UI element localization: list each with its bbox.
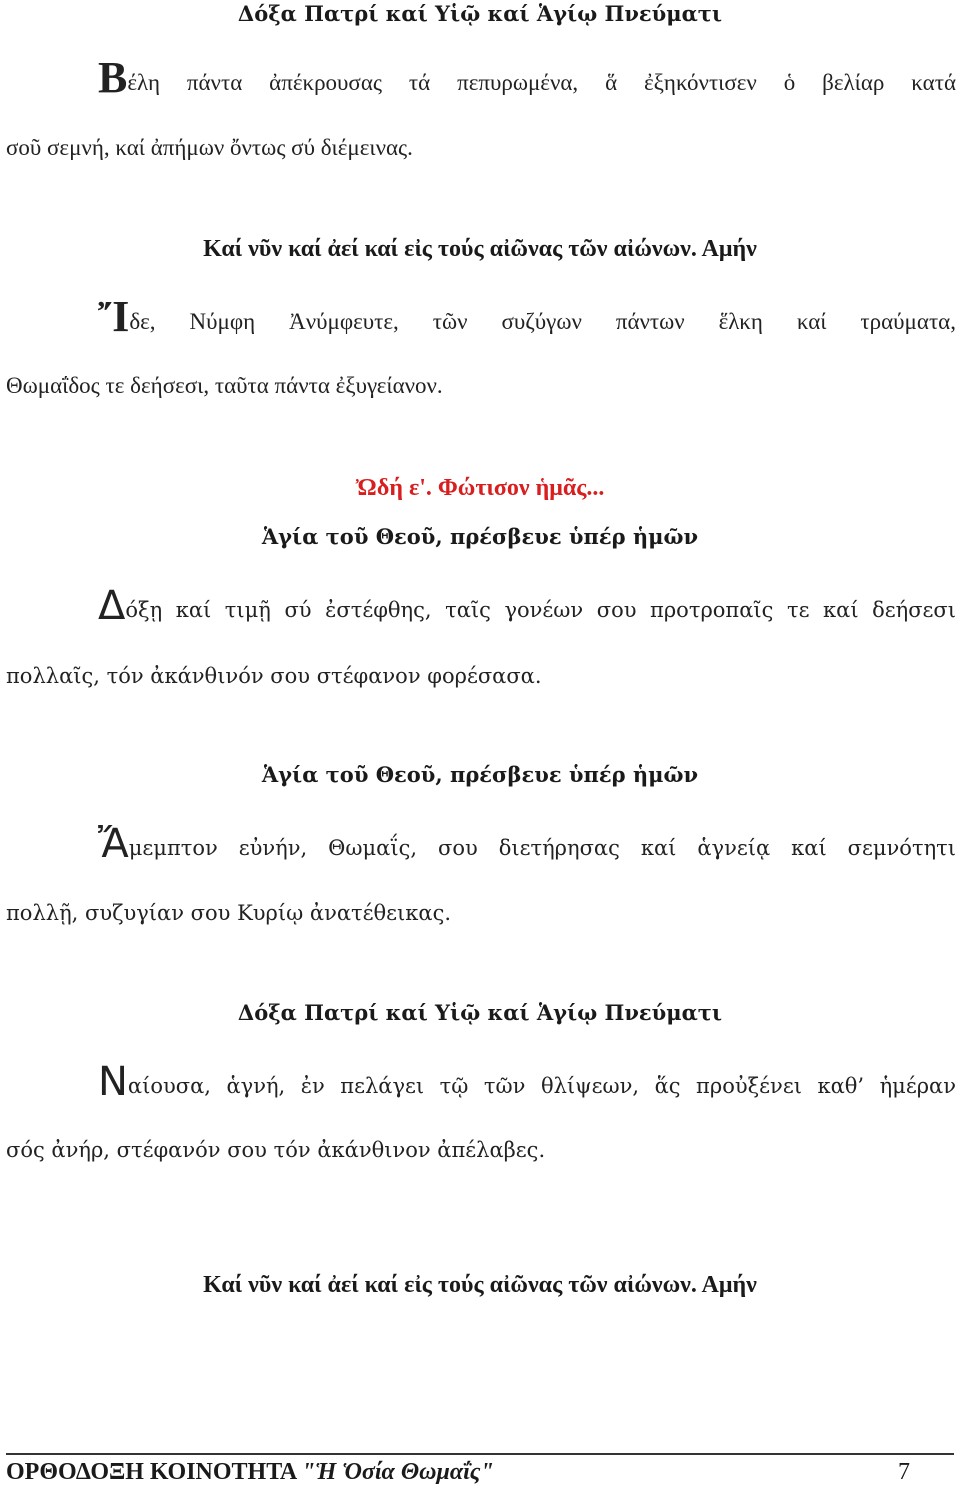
refrain-2: Ἁγία τοῦ Θεοῦ, πρέσβευε ὑπέρ ἡμῶν — [261, 762, 699, 787]
troparion-2-line-2: πολλαῖς, τόν ἀκάνθινόν σου στέφανον φορέσασα. — [6, 664, 542, 688]
doxa-heading-2: Δόξα Πατρί καί Υἱῷ καί Ἁγίῳ Πνεύματι — [237, 1000, 723, 1025]
ode-heading: Ὠδή ε'. Φώτισον ἡμᾶς... — [355, 475, 605, 501]
doxa-heading-1: Δόξα Πατρί καί Υἱῷ καί Ἁγίῳ Πνεύματι — [237, 1, 723, 26]
troparion-3-line-1 — [6, 821, 956, 867]
footer-title-quoted: "Ἡ Ὁσία Θωμαΐς" — [301, 1459, 494, 1485]
drop-cap-initial: Ἄ — [98, 821, 129, 867]
kai-nyn-heading-2: Καί νῦν καί ἀεί καί εἰς τούς αἰῶνας τῶν αἰώνων. Αμήν — [203, 1272, 757, 1298]
troparion-1-text-1: έλη πάντα ἀπέκρουσας τά πεπυρωμένα, ἅ ἐξηκόντισεν ὁ βελίαρ κατά — [127, 70, 956, 95]
footer-title-prefix: ΟΡΘΟΔΟΞΗ ΚΟΙΝΟΤΗΤΑ — [6, 1459, 302, 1485]
drop-cap-initial: Δ — [98, 583, 126, 629]
troparion-2-line-1 — [6, 583, 956, 629]
kai-nyn-heading-1: Καί νῦν καί ἀεί καί εἰς τούς αἰῶνας τῶν αἰώνων. Αμήν — [203, 236, 757, 262]
troparion-3-line-2: πολλῇ, συζυγίαν σου Κυρίῳ ἀνατέθεικας. — [6, 901, 452, 925]
troparion-4-line-2: σός ἀνήρ, στέφανόν σου τόν ἀκάνθινον ἀπέλαβες. — [6, 1138, 546, 1162]
troparion-1-line-1 — [6, 53, 956, 102]
drop-cap-initial: Ἴ — [98, 292, 130, 341]
refrain-1: Ἁγία τοῦ Θεοῦ, πρέσβευε ὑπέρ ἡμῶν — [261, 524, 699, 549]
troparion-2-text-1: όξῃ καί τιμῇ σύ ἐστέφθης, ταῖς γονέων σου προτροπαῖς τε καί δεήσεσι — [125, 598, 956, 622]
drop-cap-initial: Β — [98, 53, 128, 102]
footer-title — [6, 1458, 494, 1486]
troparion-3-text-1: μεμπτον εὐνήν, Θωμαΐς, σου διετήρησας καί ἁγνείᾳ καί σεμνότητι — [128, 836, 956, 860]
footer-divider — [6, 1453, 954, 1455]
drop-cap-initial: Ν — [98, 1059, 128, 1105]
troparion-1-line-2: σοῦ σεμνή, καί ἀπήμων ὄντως σύ διέμεινας. — [6, 135, 413, 160]
troparion-4-text-1: αίουσα, ἁγνή, ἐν πελάγει τῷ τῶν θλίψεων, ἅς προὐξένει καθ’ ἡμέραν — [127, 1074, 956, 1098]
theotokion-1-text-1: δε, Νύμφη Ἀνύμφευτε, τῶν συζύγων πάντων ἕλκη καί τραύματα, — [129, 309, 956, 334]
theotokion-1-line-1 — [6, 292, 956, 341]
page-number: 7 — [898, 1459, 910, 1485]
theotokion-1-line-2: Θωμαΐδος τε δεήσεσι, ταῦτα πάντα ἐξυγείανον. — [6, 373, 443, 398]
troparion-4-line-1 — [6, 1059, 956, 1105]
